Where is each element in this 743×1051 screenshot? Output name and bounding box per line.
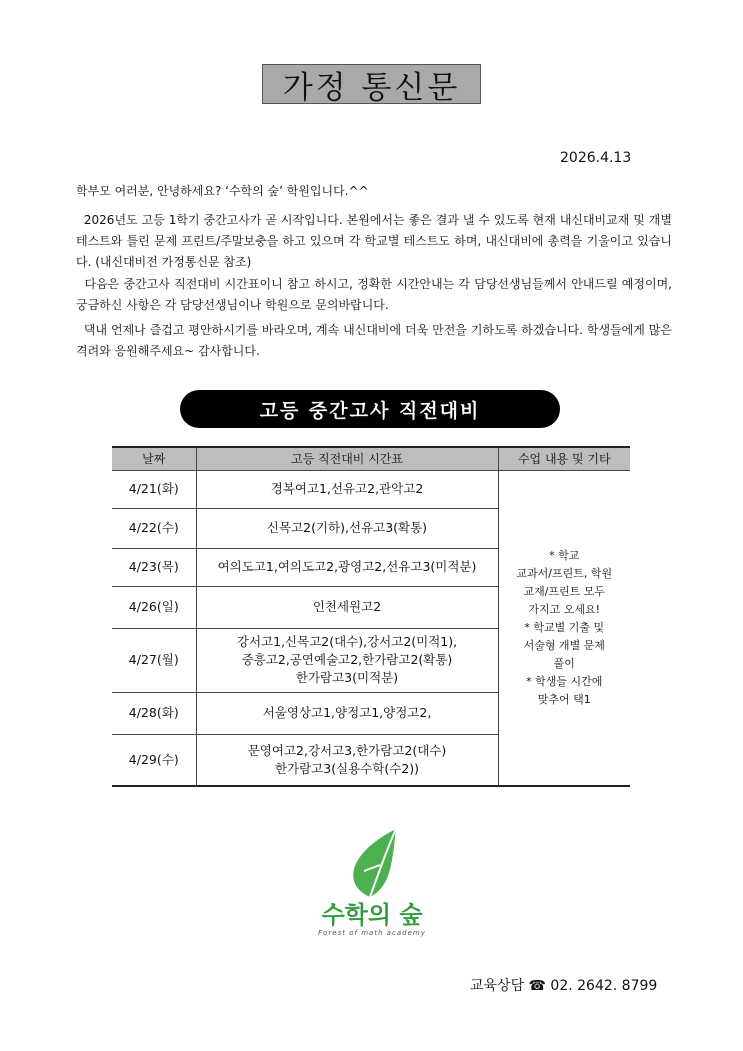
issue-date: 2026.4.13	[560, 150, 632, 166]
row-schedule	[196, 628, 498, 692]
schedule-line: 문영여고2,강서고3,한가람고2(대수)	[247, 742, 447, 758]
row-date: 4/21(화)	[112, 470, 196, 508]
schedule-line: 한가람고3(미적분)	[295, 670, 399, 685]
paragraph-2	[76, 274, 672, 316]
logo-tagline: Forest of math academy	[318, 929, 426, 937]
page-title: 가정 통신문	[262, 64, 481, 104]
paragraph-1-text: 2026년도 고등 1학기 중간고사가 곧 시작입니다. 본원에서는 좋은 결과 낼 수 있도록 현재 내신대비교재 및 개별 테스트와 틀린 문제 프린트/주말보충을 하고 있으며 각 학교별 테스트도 하며, 내신대비에 총력을 기울이고 있습니다. (내신대비전 가정통신문 참조)	[76, 213, 672, 269]
row-schedule	[196, 548, 498, 586]
row-date: 4/27(월)	[112, 628, 196, 692]
schedule-table	[112, 446, 630, 787]
note-line: 교재/프린트 모두	[523, 584, 606, 598]
note-line: 교과서/프린트, 학원	[516, 566, 613, 580]
schedule-line: 경복여고1,선유고2,관악고2	[270, 481, 424, 496]
note-line: 서술형 개별 문제	[523, 638, 605, 652]
header-notes: 수업 내용 및 기타	[498, 447, 630, 470]
schedule-line: 중흥고2,공연예술고2,한가람고2(확통)	[241, 652, 453, 667]
paragraph-1	[76, 210, 672, 273]
section-title: 고등 중간고사 직전대비	[180, 390, 560, 428]
notes-cell	[498, 470, 630, 786]
note-line: 가지고 오세요!	[528, 602, 601, 616]
note-line: * 학교별 기출 및	[524, 620, 605, 634]
row-date: 4/28(화)	[112, 692, 196, 734]
table-row	[112, 470, 630, 508]
schedule-line: 인천세원고2	[312, 599, 382, 614]
greeting: 학부모 여러분, 안녕하세요? ‘수학의 숲’ 학원입니다.^^	[76, 184, 369, 198]
paragraph-3-text: 댁내 언제나 즐겁고 평안하시기를 바라오며, 계속 내신대비에 더욱 만전을 기하도록 하겠습니다. 학생들에게 많은 격려와 응원해주세요~ 감사합니다.	[76, 323, 672, 358]
paragraph-3	[76, 320, 672, 362]
row-schedule	[196, 692, 498, 734]
row-date: 4/23(목)	[112, 548, 196, 586]
row-schedule	[196, 470, 498, 508]
paragraph-2-text: 다음은 중간고사 직전대비 시간표이니 참고 하시고, 정확한 시간안내는 각 담당선생님들께서 안내드릴 예정이며, 궁금하신 사항은 각 담당선생님이나 학원으로 문의바랍니다.	[76, 277, 672, 312]
academy-logo	[312, 825, 432, 945]
schedule-line: 서울영상고1,양정고1,양정고2,	[262, 705, 432, 720]
row-schedule	[196, 508, 498, 548]
header-schedule: 고등 직전대비 시간표	[196, 447, 498, 470]
contact-info: 교육상담 ☎ 02. 2642. 8799	[470, 978, 658, 994]
note-line: * 학교	[549, 548, 580, 562]
schedule-line: 여의도고1,여의도고2,광영고2,선유고3(미적분)	[217, 559, 477, 574]
row-date: 4/29(수)	[112, 734, 196, 786]
row-date: 4/26(일)	[112, 586, 196, 628]
row-date: 4/22(수)	[112, 508, 196, 548]
schedule-line: 신목고2(기하),선유고3(확통)	[266, 520, 428, 535]
note-line: 맞추어 택1	[537, 692, 591, 706]
note-line: 풀이	[553, 656, 575, 670]
logo-name: 수학의 숲	[321, 901, 423, 929]
header-date: 날짜	[112, 447, 196, 470]
schedule-line: 강서고1,신목고2(대수),강서고2(미적1),	[236, 634, 458, 649]
leaf-icon	[312, 825, 432, 900]
row-schedule	[196, 586, 498, 628]
note-line: * 학생들 시간에	[526, 674, 603, 688]
row-schedule	[196, 734, 498, 786]
schedule-line: 한가람고3(실용수학(수2))	[274, 760, 420, 776]
